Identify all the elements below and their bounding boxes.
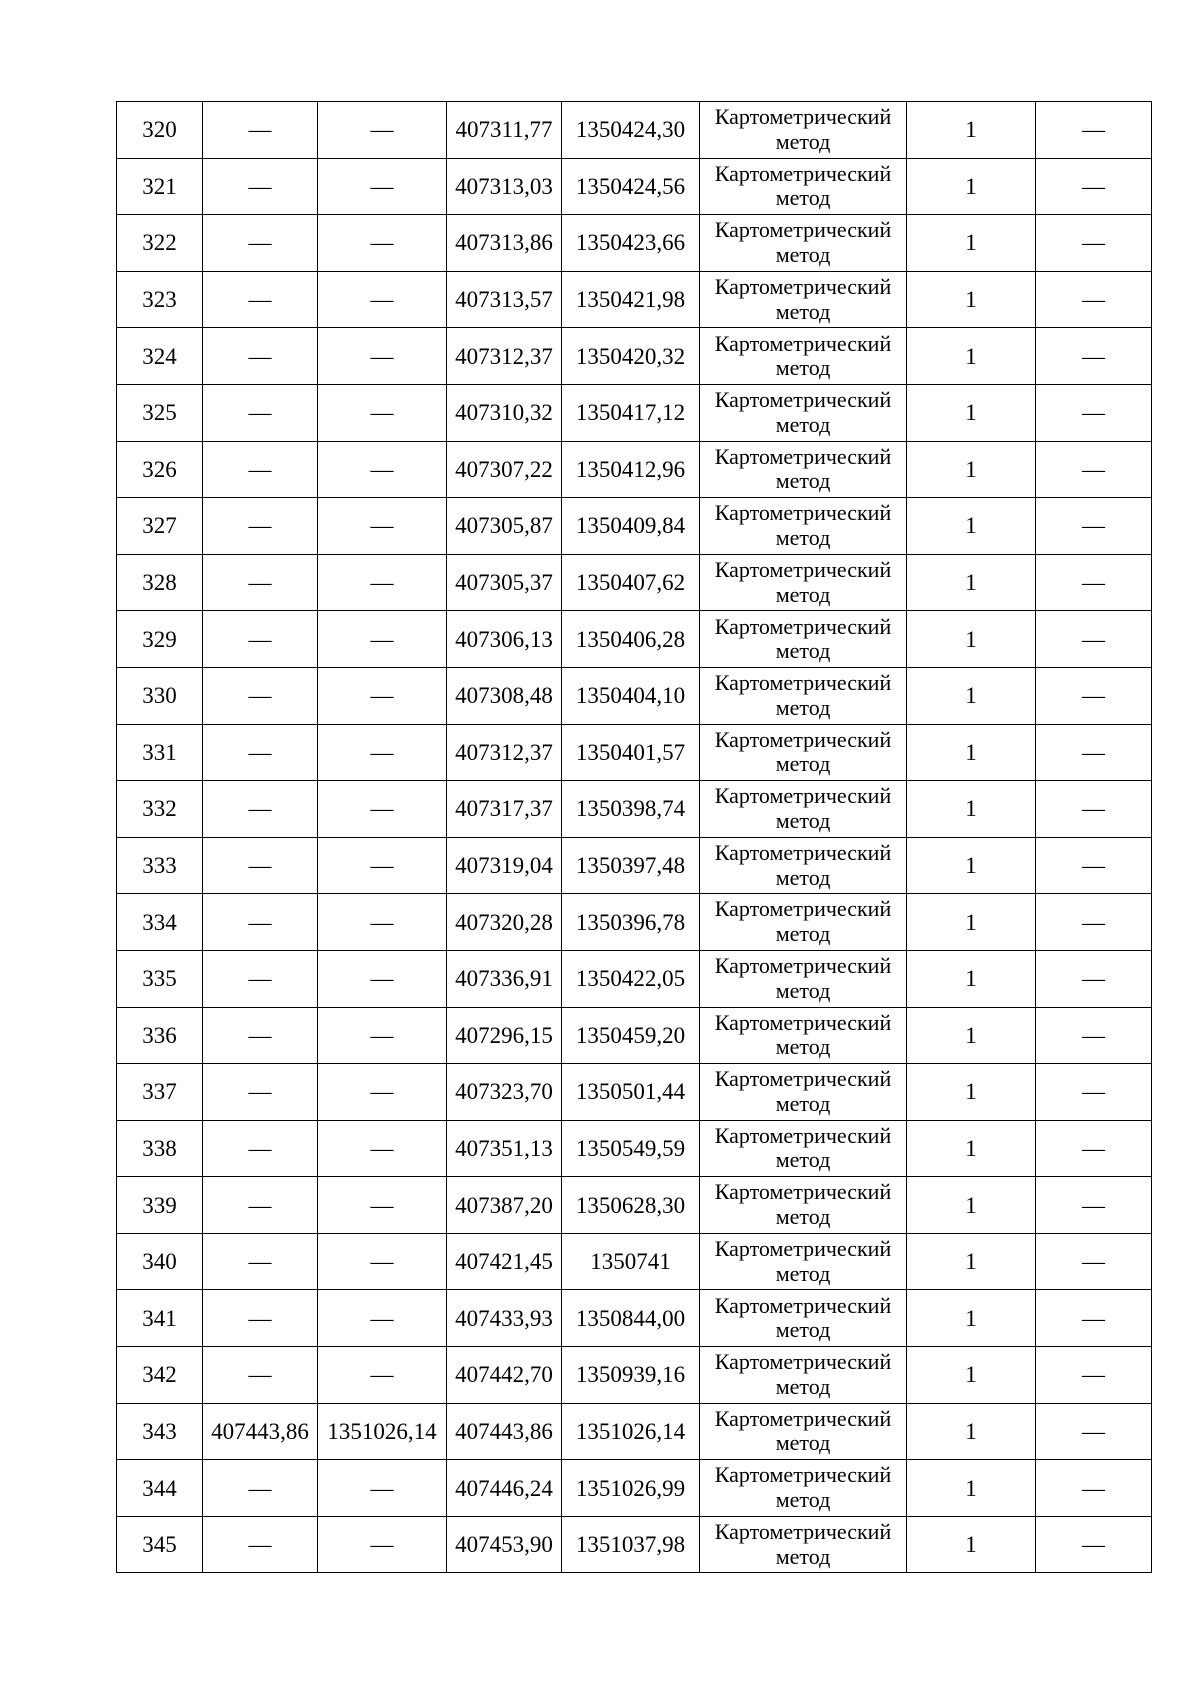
method-line-1: Картометрический: [714, 1066, 892, 1092]
description-cell: —: [1036, 441, 1152, 498]
table-row: [117, 1516, 1152, 1573]
method-line-1: Картометрический: [714, 1349, 892, 1375]
existing-x-cell: —: [203, 158, 318, 215]
existing-y-cell: —: [318, 271, 447, 328]
accuracy-cell: 1: [907, 1516, 1036, 1573]
method-cell: [700, 1516, 907, 1573]
table-row: [117, 498, 1152, 555]
existing-y-cell: —: [318, 950, 447, 1007]
point-number-cell: 338: [117, 1120, 203, 1177]
x-coordinate-cell: 407313,57: [447, 271, 562, 328]
table-row: [117, 611, 1152, 668]
point-number-cell: 326: [117, 441, 203, 498]
y-coordinate-cell: 1350409,84: [562, 498, 700, 555]
method-cell: [700, 441, 907, 498]
point-number-cell: 343: [117, 1403, 203, 1460]
existing-x-cell: —: [203, 1290, 318, 1347]
point-number-cell: 344: [117, 1460, 203, 1517]
method-line-1: Картометрический: [714, 1009, 892, 1035]
method-line-2: метод: [775, 977, 831, 1003]
method-line-1: Картометрический: [714, 953, 892, 979]
existing-y-cell: —: [318, 724, 447, 781]
description-cell: —: [1036, 158, 1152, 215]
description-cell: —: [1036, 611, 1152, 668]
description-cell: —: [1036, 1460, 1152, 1517]
method-line-2: метод: [775, 751, 831, 777]
y-coordinate-cell: 1350417,12: [562, 384, 700, 441]
method-line-2: метод: [775, 1090, 831, 1116]
table-row: [117, 1347, 1152, 1404]
accuracy-cell: 1: [907, 837, 1036, 894]
existing-x-cell: —: [203, 328, 318, 385]
description-cell: —: [1036, 1403, 1152, 1460]
x-coordinate-cell: 407442,70: [447, 1347, 562, 1404]
method-line-1: Картометрический: [714, 556, 892, 582]
existing-x-cell: —: [203, 1516, 318, 1573]
description-cell: —: [1036, 667, 1152, 724]
method-line-2: метод: [775, 1430, 831, 1456]
x-coordinate-cell: 407311,77: [447, 102, 562, 159]
point-number-cell: 324: [117, 328, 203, 385]
method-line-2: метод: [775, 1373, 831, 1399]
existing-x-cell: —: [203, 554, 318, 611]
method-cell: [700, 384, 907, 441]
x-coordinate-cell: 407313,03: [447, 158, 562, 215]
existing-x-cell: —: [203, 950, 318, 1007]
existing-x-cell: —: [203, 724, 318, 781]
existing-y-cell: —: [318, 1120, 447, 1177]
point-number-cell: 321: [117, 158, 203, 215]
existing-y-cell: —: [318, 441, 447, 498]
existing-y-cell: —: [318, 1460, 447, 1517]
method-cell: [700, 328, 907, 385]
method-cell: [700, 1233, 907, 1290]
method-line-1: Картометрический: [714, 160, 892, 186]
existing-y-cell: —: [318, 1233, 447, 1290]
x-coordinate-cell: 407320,28: [447, 894, 562, 951]
x-coordinate-cell: 407336,91: [447, 950, 562, 1007]
y-coordinate-cell: 1350741: [562, 1233, 700, 1290]
existing-y-cell: —: [318, 1177, 447, 1234]
description-cell: —: [1036, 894, 1152, 951]
y-coordinate-cell: 1350844,00: [562, 1290, 700, 1347]
method-line-1: Картометрический: [714, 670, 892, 696]
table-row: [117, 1460, 1152, 1517]
method-line-1: Картометрический: [714, 1462, 892, 1488]
point-number-cell: 337: [117, 1064, 203, 1121]
accuracy-cell: 1: [907, 1460, 1036, 1517]
point-number-cell: 336: [117, 1007, 203, 1064]
x-coordinate-cell: 407306,13: [447, 611, 562, 668]
method-line-2: метод: [775, 1260, 831, 1286]
x-coordinate-cell: 407351,13: [447, 1120, 562, 1177]
table-row: [117, 950, 1152, 1007]
accuracy-cell: 1: [907, 1403, 1036, 1460]
y-coordinate-cell: 1350398,74: [562, 781, 700, 838]
method-line-1: Картометрический: [714, 1179, 892, 1205]
existing-x-cell: —: [203, 441, 318, 498]
x-coordinate-cell: 407387,20: [447, 1177, 562, 1234]
point-number-cell: 320: [117, 102, 203, 159]
x-coordinate-cell: 407443,86: [447, 1403, 562, 1460]
accuracy-cell: 1: [907, 611, 1036, 668]
method-cell: [700, 498, 907, 555]
point-number-cell: 322: [117, 215, 203, 272]
x-coordinate-cell: 407433,93: [447, 1290, 562, 1347]
existing-y-cell: —: [318, 1290, 447, 1347]
method-line-2: метод: [775, 524, 831, 550]
accuracy-cell: 1: [907, 328, 1036, 385]
x-coordinate-cell: 407317,37: [447, 781, 562, 838]
method-cell: [700, 894, 907, 951]
description-cell: —: [1036, 1120, 1152, 1177]
point-number-cell: 330: [117, 667, 203, 724]
description-cell: —: [1036, 384, 1152, 441]
coordinates-table-body: [117, 102, 1152, 1573]
accuracy-cell: 1: [907, 1233, 1036, 1290]
description-cell: —: [1036, 554, 1152, 611]
table-row: [117, 1233, 1152, 1290]
point-number-cell: 334: [117, 894, 203, 951]
point-number-cell: 339: [117, 1177, 203, 1234]
x-coordinate-cell: 407446,24: [447, 1460, 562, 1517]
description-cell: —: [1036, 1177, 1152, 1234]
y-coordinate-cell: 1350420,32: [562, 328, 700, 385]
method-cell: [700, 102, 907, 159]
description-cell: —: [1036, 837, 1152, 894]
method-cell: [700, 781, 907, 838]
description-cell: —: [1036, 950, 1152, 1007]
method-cell: [700, 837, 907, 894]
method-cell: [700, 215, 907, 272]
existing-x-cell: —: [203, 1460, 318, 1517]
table-row: [117, 215, 1152, 272]
existing-x-cell: —: [203, 1064, 318, 1121]
table-row: [117, 271, 1152, 328]
existing-x-cell: —: [203, 1233, 318, 1290]
accuracy-cell: 1: [907, 667, 1036, 724]
method-line-1: Картометрический: [714, 1519, 892, 1545]
method-line-2: метод: [775, 298, 831, 324]
description-cell: —: [1036, 1516, 1152, 1573]
method-line-2: метод: [775, 128, 831, 154]
method-line-1: Картометрический: [714, 387, 892, 413]
table-row: [117, 667, 1152, 724]
method-line-1: Картометрический: [714, 1292, 892, 1318]
method-line-1: Картометрический: [714, 726, 892, 752]
description-cell: —: [1036, 1007, 1152, 1064]
y-coordinate-cell: 1350404,10: [562, 667, 700, 724]
y-coordinate-cell: 1350407,62: [562, 554, 700, 611]
x-coordinate-cell: 407453,90: [447, 1516, 562, 1573]
accuracy-cell: 1: [907, 724, 1036, 781]
method-line-1: Картометрический: [714, 500, 892, 526]
description-cell: —: [1036, 271, 1152, 328]
method-line-2: метод: [775, 864, 831, 890]
existing-x-cell: —: [203, 667, 318, 724]
description-cell: —: [1036, 781, 1152, 838]
existing-x-cell: —: [203, 215, 318, 272]
existing-y-cell: —: [318, 1516, 447, 1573]
y-coordinate-cell: 1350422,05: [562, 950, 700, 1007]
x-coordinate-cell: 407307,22: [447, 441, 562, 498]
x-coordinate-cell: 407312,37: [447, 328, 562, 385]
method-line-1: Картометрический: [714, 783, 892, 809]
accuracy-cell: 1: [907, 384, 1036, 441]
table-row: [117, 724, 1152, 781]
y-coordinate-cell: 1350421,98: [562, 271, 700, 328]
method-line-1: Картометрический: [714, 1405, 892, 1431]
method-line-2: метод: [775, 581, 831, 607]
existing-x-cell: —: [203, 1120, 318, 1177]
method-cell: [700, 667, 907, 724]
y-coordinate-cell: 1351026,14: [562, 1403, 700, 1460]
accuracy-cell: 1: [907, 950, 1036, 1007]
existing-y-cell: —: [318, 498, 447, 555]
method-line-2: метод: [775, 1034, 831, 1060]
accuracy-cell: 1: [907, 554, 1036, 611]
method-line-2: метод: [775, 1543, 831, 1569]
existing-x-cell: —: [203, 1007, 318, 1064]
table-row: [117, 1064, 1152, 1121]
existing-y-cell: 1351026,14: [318, 1403, 447, 1460]
existing-x-cell: —: [203, 781, 318, 838]
existing-y-cell: —: [318, 554, 447, 611]
x-coordinate-cell: 407323,70: [447, 1064, 562, 1121]
existing-x-cell: —: [203, 1177, 318, 1234]
table-row: [117, 1120, 1152, 1177]
y-coordinate-cell: 1350424,56: [562, 158, 700, 215]
x-coordinate-cell: 407310,32: [447, 384, 562, 441]
method-line-2: метод: [775, 1204, 831, 1230]
existing-y-cell: —: [318, 1347, 447, 1404]
existing-x-cell: —: [203, 894, 318, 951]
method-line-1: Картометрический: [714, 1122, 892, 1148]
existing-y-cell: —: [318, 1007, 447, 1064]
description-cell: —: [1036, 498, 1152, 555]
method-line-1: Картометрический: [714, 1236, 892, 1262]
method-line-2: метод: [775, 694, 831, 720]
existing-y-cell: —: [318, 781, 447, 838]
point-number-cell: 345: [117, 1516, 203, 1573]
point-number-cell: 335: [117, 950, 203, 1007]
existing-x-cell: —: [203, 1347, 318, 1404]
description-cell: —: [1036, 1064, 1152, 1121]
table-row: [117, 1403, 1152, 1460]
method-cell: [700, 158, 907, 215]
existing-x-cell: —: [203, 271, 318, 328]
point-number-cell: 329: [117, 611, 203, 668]
existing-x-cell: —: [203, 498, 318, 555]
accuracy-cell: 1: [907, 1290, 1036, 1347]
existing-x-cell: —: [203, 102, 318, 159]
y-coordinate-cell: 1350412,96: [562, 441, 700, 498]
method-line-1: Картометрический: [714, 217, 892, 243]
y-coordinate-cell: 1350423,66: [562, 215, 700, 272]
description-cell: —: [1036, 102, 1152, 159]
y-coordinate-cell: 1350396,78: [562, 894, 700, 951]
existing-y-cell: —: [318, 384, 447, 441]
point-number-cell: 327: [117, 498, 203, 555]
existing-x-cell: —: [203, 384, 318, 441]
method-line-1: Картометрический: [714, 896, 892, 922]
point-number-cell: 323: [117, 271, 203, 328]
point-number-cell: 341: [117, 1290, 203, 1347]
method-cell: [700, 1064, 907, 1121]
method-line-1: Картометрический: [714, 273, 892, 299]
method-cell: [700, 554, 907, 611]
x-coordinate-cell: 407308,48: [447, 667, 562, 724]
table-row: [117, 837, 1152, 894]
existing-y-cell: —: [318, 611, 447, 668]
method-line-2: метод: [775, 807, 831, 833]
point-number-cell: 333: [117, 837, 203, 894]
accuracy-cell: 1: [907, 215, 1036, 272]
point-number-cell: 342: [117, 1347, 203, 1404]
y-coordinate-cell: 1350628,30: [562, 1177, 700, 1234]
existing-y-cell: —: [318, 894, 447, 951]
description-cell: —: [1036, 1233, 1152, 1290]
table-row: [117, 894, 1152, 951]
existing-y-cell: —: [318, 328, 447, 385]
x-coordinate-cell: 407421,45: [447, 1233, 562, 1290]
method-line-2: метод: [775, 355, 831, 381]
point-number-cell: 331: [117, 724, 203, 781]
description-cell: —: [1036, 215, 1152, 272]
description-cell: —: [1036, 328, 1152, 385]
table-row: [117, 1177, 1152, 1234]
existing-y-cell: —: [318, 837, 447, 894]
method-line-2: метод: [775, 185, 831, 211]
accuracy-cell: 1: [907, 158, 1036, 215]
y-coordinate-cell: 1350939,16: [562, 1347, 700, 1404]
accuracy-cell: 1: [907, 1120, 1036, 1177]
table-row: [117, 158, 1152, 215]
x-coordinate-cell: 407312,37: [447, 724, 562, 781]
existing-y-cell: —: [318, 215, 447, 272]
y-coordinate-cell: 1351026,99: [562, 1460, 700, 1517]
method-line-2: метод: [775, 1147, 831, 1173]
accuracy-cell: 1: [907, 271, 1036, 328]
y-coordinate-cell: 1350424,30: [562, 102, 700, 159]
method-line-1: Картометрический: [714, 839, 892, 865]
method-line-2: метод: [775, 241, 831, 267]
method-cell: [700, 1460, 907, 1517]
method-line-1: Картометрический: [714, 104, 892, 130]
point-number-cell: 325: [117, 384, 203, 441]
point-number-cell: 340: [117, 1233, 203, 1290]
y-coordinate-cell: 1350401,57: [562, 724, 700, 781]
x-coordinate-cell: 407319,04: [447, 837, 562, 894]
accuracy-cell: 1: [907, 498, 1036, 555]
table-row: [117, 1007, 1152, 1064]
method-line-2: метод: [775, 921, 831, 947]
method-line-2: метод: [775, 1317, 831, 1343]
table-row: [117, 781, 1152, 838]
y-coordinate-cell: 1350549,59: [562, 1120, 700, 1177]
table-row: [117, 441, 1152, 498]
table-row: [117, 1290, 1152, 1347]
table-row: [117, 554, 1152, 611]
y-coordinate-cell: 1350397,48: [562, 837, 700, 894]
existing-y-cell: —: [318, 1064, 447, 1121]
method-cell: [700, 1403, 907, 1460]
y-coordinate-cell: 1351037,98: [562, 1516, 700, 1573]
existing-x-cell: —: [203, 837, 318, 894]
accuracy-cell: 1: [907, 1007, 1036, 1064]
table-row: [117, 328, 1152, 385]
existing-x-cell: 407443,86: [203, 1403, 318, 1460]
description-cell: —: [1036, 1347, 1152, 1404]
existing-y-cell: —: [318, 102, 447, 159]
point-number-cell: 332: [117, 781, 203, 838]
accuracy-cell: 1: [907, 1064, 1036, 1121]
method-line-2: метод: [775, 411, 831, 437]
accuracy-cell: 1: [907, 102, 1036, 159]
existing-y-cell: —: [318, 158, 447, 215]
method-cell: [700, 1007, 907, 1064]
y-coordinate-cell: 1350501,44: [562, 1064, 700, 1121]
x-coordinate-cell: 407296,15: [447, 1007, 562, 1064]
method-cell: [700, 724, 907, 781]
method-line-2: метод: [775, 638, 831, 664]
method-line-1: Картометрический: [714, 443, 892, 469]
accuracy-cell: 1: [907, 441, 1036, 498]
description-cell: —: [1036, 1290, 1152, 1347]
accuracy-cell: 1: [907, 1177, 1036, 1234]
method-cell: [700, 611, 907, 668]
method-cell: [700, 950, 907, 1007]
y-coordinate-cell: 1350406,28: [562, 611, 700, 668]
point-number-cell: 328: [117, 554, 203, 611]
method-cell: [700, 1347, 907, 1404]
method-line-2: метод: [775, 1487, 831, 1513]
method-cell: [700, 1120, 907, 1177]
existing-x-cell: —: [203, 611, 318, 668]
x-coordinate-cell: 407305,37: [447, 554, 562, 611]
accuracy-cell: 1: [907, 894, 1036, 951]
table-row: [117, 102, 1152, 159]
method-cell: [700, 271, 907, 328]
method-line-2: метод: [775, 468, 831, 494]
accuracy-cell: 1: [907, 1347, 1036, 1404]
x-coordinate-cell: 407313,86: [447, 215, 562, 272]
x-coordinate-cell: 407305,87: [447, 498, 562, 555]
table-row: [117, 384, 1152, 441]
description-cell: —: [1036, 724, 1152, 781]
method-cell: [700, 1177, 907, 1234]
method-cell: [700, 1290, 907, 1347]
coordinates-table: [116, 101, 1152, 1573]
existing-y-cell: —: [318, 667, 447, 724]
method-line-1: Картометрический: [714, 330, 892, 356]
accuracy-cell: 1: [907, 781, 1036, 838]
method-line-1: Картометрический: [714, 613, 892, 639]
y-coordinate-cell: 1350459,20: [562, 1007, 700, 1064]
